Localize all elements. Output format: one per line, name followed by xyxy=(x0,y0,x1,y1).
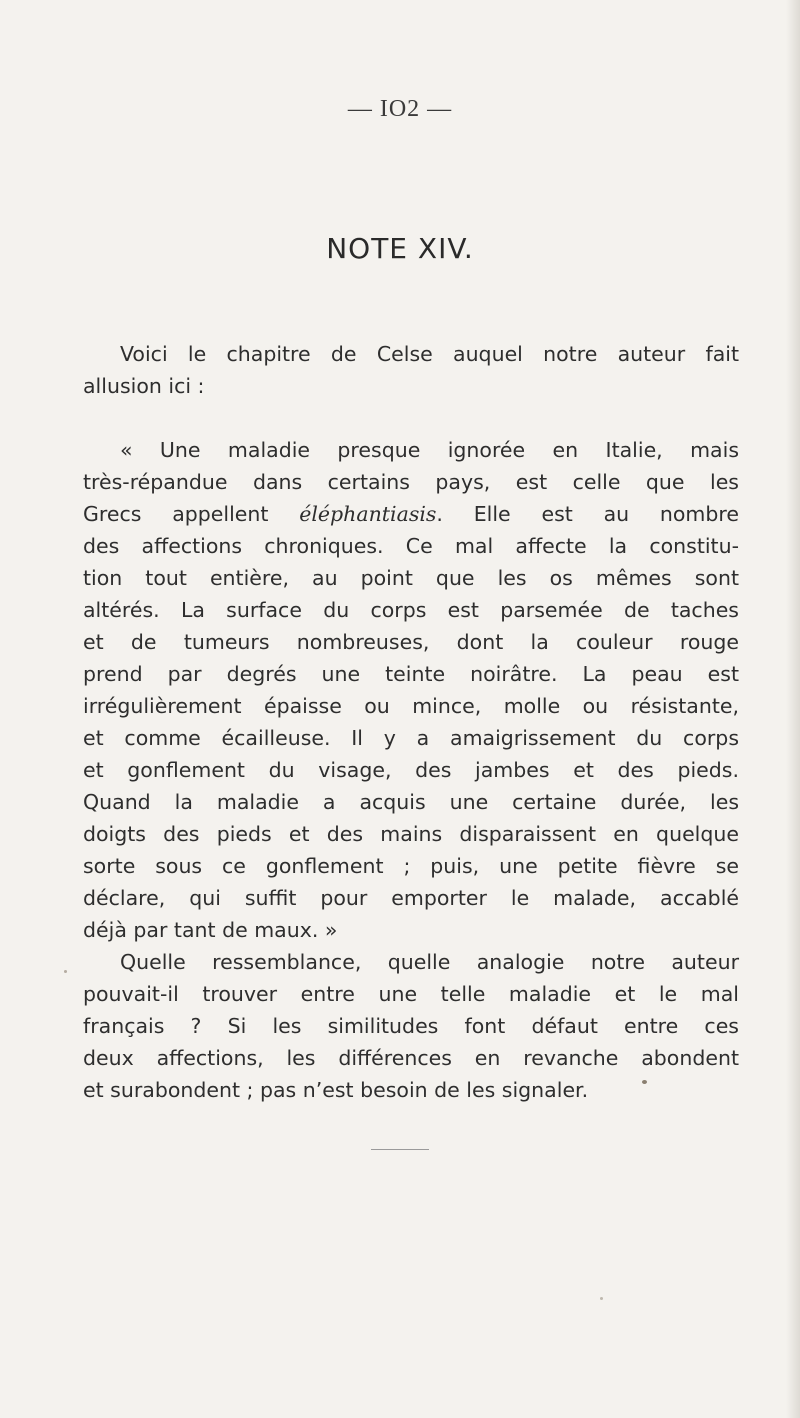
note-title: NOTE XIV. xyxy=(326,232,474,265)
text-line: doigts des pieds et des mains disparaissent en quelque xyxy=(83,822,739,846)
text-line: français ? Si les similitudes font défaut entre ces xyxy=(83,1014,739,1038)
italic-term: éléphantiasis xyxy=(299,502,437,526)
text-line: et surabondent ; pas n’est besoin de les signaler. xyxy=(83,1078,589,1102)
text-fragment: Grecs appellent xyxy=(83,502,300,526)
text-line: Voici le chapitre de Celse auquel notre auteur fait xyxy=(120,342,739,366)
quote-paragraph xyxy=(83,434,739,1106)
text-line: « Une maladie presque ignorée en Italie, mais xyxy=(120,438,739,462)
text-fragment: . Elle est au nombre xyxy=(436,502,740,526)
text-line: et de tumeurs nombreuses, dont la couleur rouge xyxy=(83,630,739,654)
text-line xyxy=(83,498,739,530)
text-line: des affections chroniques. Ce mal affecte la constitu- xyxy=(83,534,739,558)
page-number: — IO2 — xyxy=(347,96,453,122)
text-line: déjà par tant de maux. » xyxy=(83,918,338,942)
paper-speck xyxy=(64,970,67,973)
text-line: très-répandue dans certains pays, est celle que les xyxy=(83,470,739,494)
end-rule xyxy=(371,1149,429,1150)
text-line: irrégulièrement épaisse ou mince, molle ou résistante, xyxy=(83,694,739,718)
text-line: Quand la maladie a acquis une certaine durée, les xyxy=(83,790,739,814)
text-line: deux affections, les différences en revanche abondent xyxy=(83,1046,739,1070)
paper-speck xyxy=(642,1080,647,1084)
text-line: prend par degrés une teinte noirâtre. La peau est xyxy=(83,662,739,686)
page-edge-shadow xyxy=(786,0,800,1418)
text-line: tion tout entière, au point que les os mêmes sont xyxy=(83,566,739,590)
intro-paragraph xyxy=(83,338,739,402)
text-line: et gonflement du visage, des jambes et des pieds. xyxy=(83,758,739,782)
text-line: et comme écailleuse. Il y a amaigrissement du corps xyxy=(83,726,739,750)
text-line: Quelle ressemblance, quelle analogie notre auteur xyxy=(120,950,739,974)
text-line: pouvait-il trouver entre une telle maladie et le mal xyxy=(83,982,739,1006)
text-line: sorte sous ce gonflement ; puis, une petite fièvre se xyxy=(83,854,739,878)
text-line: déclare, qui suffit pour emporter le malade, accablé xyxy=(83,886,739,910)
paper-speck xyxy=(600,1297,603,1300)
text-line: altérés. La surface du corps est parsemée de taches xyxy=(83,598,739,622)
text-line: allusion ici : xyxy=(83,374,205,398)
